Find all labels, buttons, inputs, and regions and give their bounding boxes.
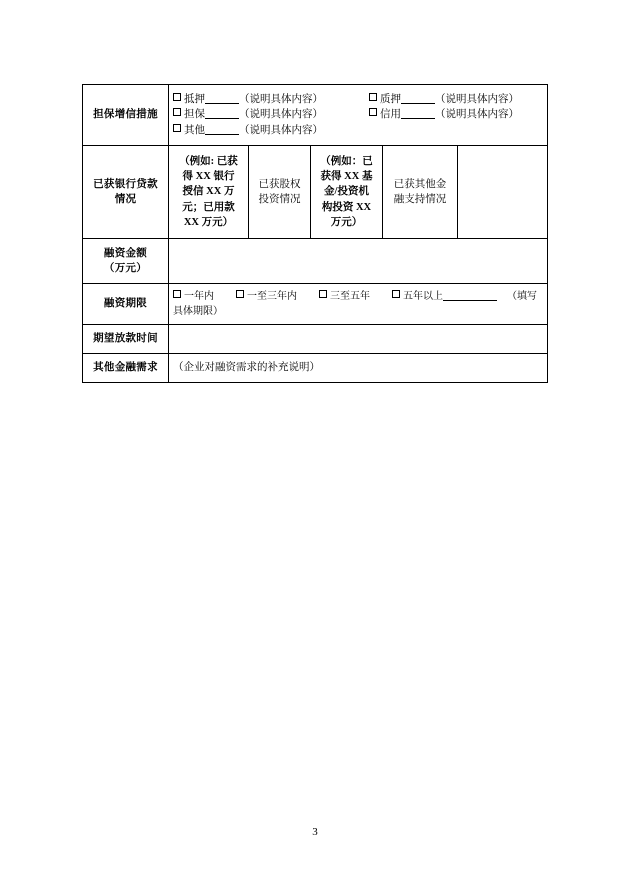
- other-needs-value-cell[interactable]: （企业对融资需求的补充说明）: [169, 354, 548, 383]
- bank-loan-example-cell[interactable]: [169, 146, 249, 239]
- other-blank-field[interactable]: [205, 123, 239, 135]
- checkbox-term-within-1y-icon[interactable]: [173, 290, 181, 298]
- bank-example-line3: 授信 XX 万: [182, 186, 235, 198]
- table-row-financing-amount: [83, 239, 548, 284]
- checkbox-term-1to3y-icon[interactable]: [236, 290, 244, 298]
- table-row-guarantee: [83, 85, 548, 146]
- fund-example-line1: （例如：已: [320, 155, 373, 167]
- checkbox-term-over-5y-icon[interactable]: [392, 290, 400, 298]
- guarantee-blank-field[interactable]: [205, 107, 239, 119]
- guarantee-options-line-2: [173, 107, 543, 122]
- mortgage-blank-field[interactable]: [205, 92, 239, 104]
- checkbox-mortgage-icon[interactable]: [173, 93, 181, 101]
- fund-example-line2: 获得 XX 基: [320, 171, 373, 183]
- credit-note: （说明具体内容）: [435, 109, 519, 121]
- bank-example-line4: 元；已用款: [182, 201, 235, 213]
- option-label-guarantee: 担保: [184, 109, 205, 121]
- table-row-expected-time: [83, 325, 548, 354]
- term-option-1to3y: 一至三年内: [247, 291, 297, 302]
- mortgage-note: （说明具体内容）: [239, 94, 323, 106]
- guarantee-options-line-3: [173, 123, 543, 138]
- page-number: 3: [312, 826, 318, 838]
- term-blank-field[interactable]: [443, 289, 497, 301]
- checkbox-other-icon[interactable]: [173, 124, 181, 132]
- bank-example-line1: （例如: 已获: [179, 155, 238, 167]
- credit-blank-field[interactable]: [401, 107, 435, 119]
- term-note-line2: 具体期限）: [173, 305, 223, 317]
- row-label-bank-loan: [83, 146, 169, 239]
- guarantee-options-cell: [169, 85, 548, 146]
- checkbox-guarantee-icon[interactable]: [173, 108, 181, 116]
- term-option-within-1y: 一年内: [184, 291, 214, 302]
- bank-example-line2: 得 XX 银行: [182, 171, 235, 183]
- financing-amount-value-cell[interactable]: [169, 239, 548, 284]
- checkbox-credit-icon[interactable]: [369, 108, 377, 116]
- other-fin-label-line2: 融支持情况: [393, 194, 447, 205]
- table-row-bank-loan: [83, 146, 548, 239]
- other-financial-support-value-cell[interactable]: [458, 146, 548, 239]
- fund-example-line3: 金/投资机: [324, 186, 369, 198]
- row-label-expected-time: 期望放款时间: [83, 325, 169, 354]
- financing-term-options-cell: [169, 284, 548, 325]
- row-label-guarantee: 担保增信措施: [83, 85, 169, 146]
- row-label-bank-loan-line2: 情况: [114, 194, 137, 205]
- financing-amount-label-line1: 融资金额: [103, 247, 148, 259]
- pledge-blank-field[interactable]: [401, 92, 435, 104]
- other-fin-label-line1: 已获其他金: [393, 178, 447, 190]
- option-label-pledge: 质押: [380, 94, 401, 106]
- financing-form-table: [82, 84, 548, 383]
- term-option-over-5y: 五年以上: [403, 291, 443, 302]
- equity-label-line2: 投资情况: [258, 194, 301, 205]
- checkbox-pledge-icon[interactable]: [369, 93, 377, 101]
- fund-example-line4: 构投资 XX: [321, 201, 372, 213]
- fund-example-line5: 万元）: [330, 216, 363, 228]
- financing-term-line-1: [173, 289, 543, 305]
- option-label-other: 其他: [184, 124, 205, 136]
- fund-investment-example-cell[interactable]: [311, 146, 383, 239]
- term-option-3to5y: 三至五年: [330, 291, 370, 302]
- other-financial-support-label-cell: [383, 146, 458, 239]
- row-label-financing-term: 融资期限: [83, 284, 169, 325]
- equity-label-line1: 已获股权: [258, 178, 301, 190]
- equity-investment-label-cell: [249, 146, 311, 239]
- bank-example-line5: XX 万元）: [183, 216, 234, 228]
- expected-time-value-cell[interactable]: [169, 325, 548, 354]
- option-label-credit: 信用: [380, 109, 401, 121]
- financing-amount-label-line2: （万元）: [103, 263, 148, 274]
- row-label-bank-loan-line1: 已获银行贷款: [93, 178, 158, 190]
- option-label-mortgage: 抵押: [184, 94, 205, 106]
- checkbox-term-3to5y-icon[interactable]: [319, 290, 327, 298]
- financing-term-line-2: [173, 305, 543, 320]
- guarantee-note: （说明具体内容）: [239, 109, 323, 121]
- row-label-other-needs: 其他金融需求: [83, 354, 169, 383]
- row-label-financing-amount: [83, 239, 169, 284]
- pledge-note: （说明具体内容）: [435, 94, 519, 106]
- term-note-line1: （填写: [507, 291, 537, 302]
- table-row-financing-term: [83, 284, 548, 325]
- guarantee-options-line-1: [173, 92, 543, 107]
- other-note: （说明具体内容）: [239, 124, 323, 136]
- table-row-other-needs: [83, 354, 548, 383]
